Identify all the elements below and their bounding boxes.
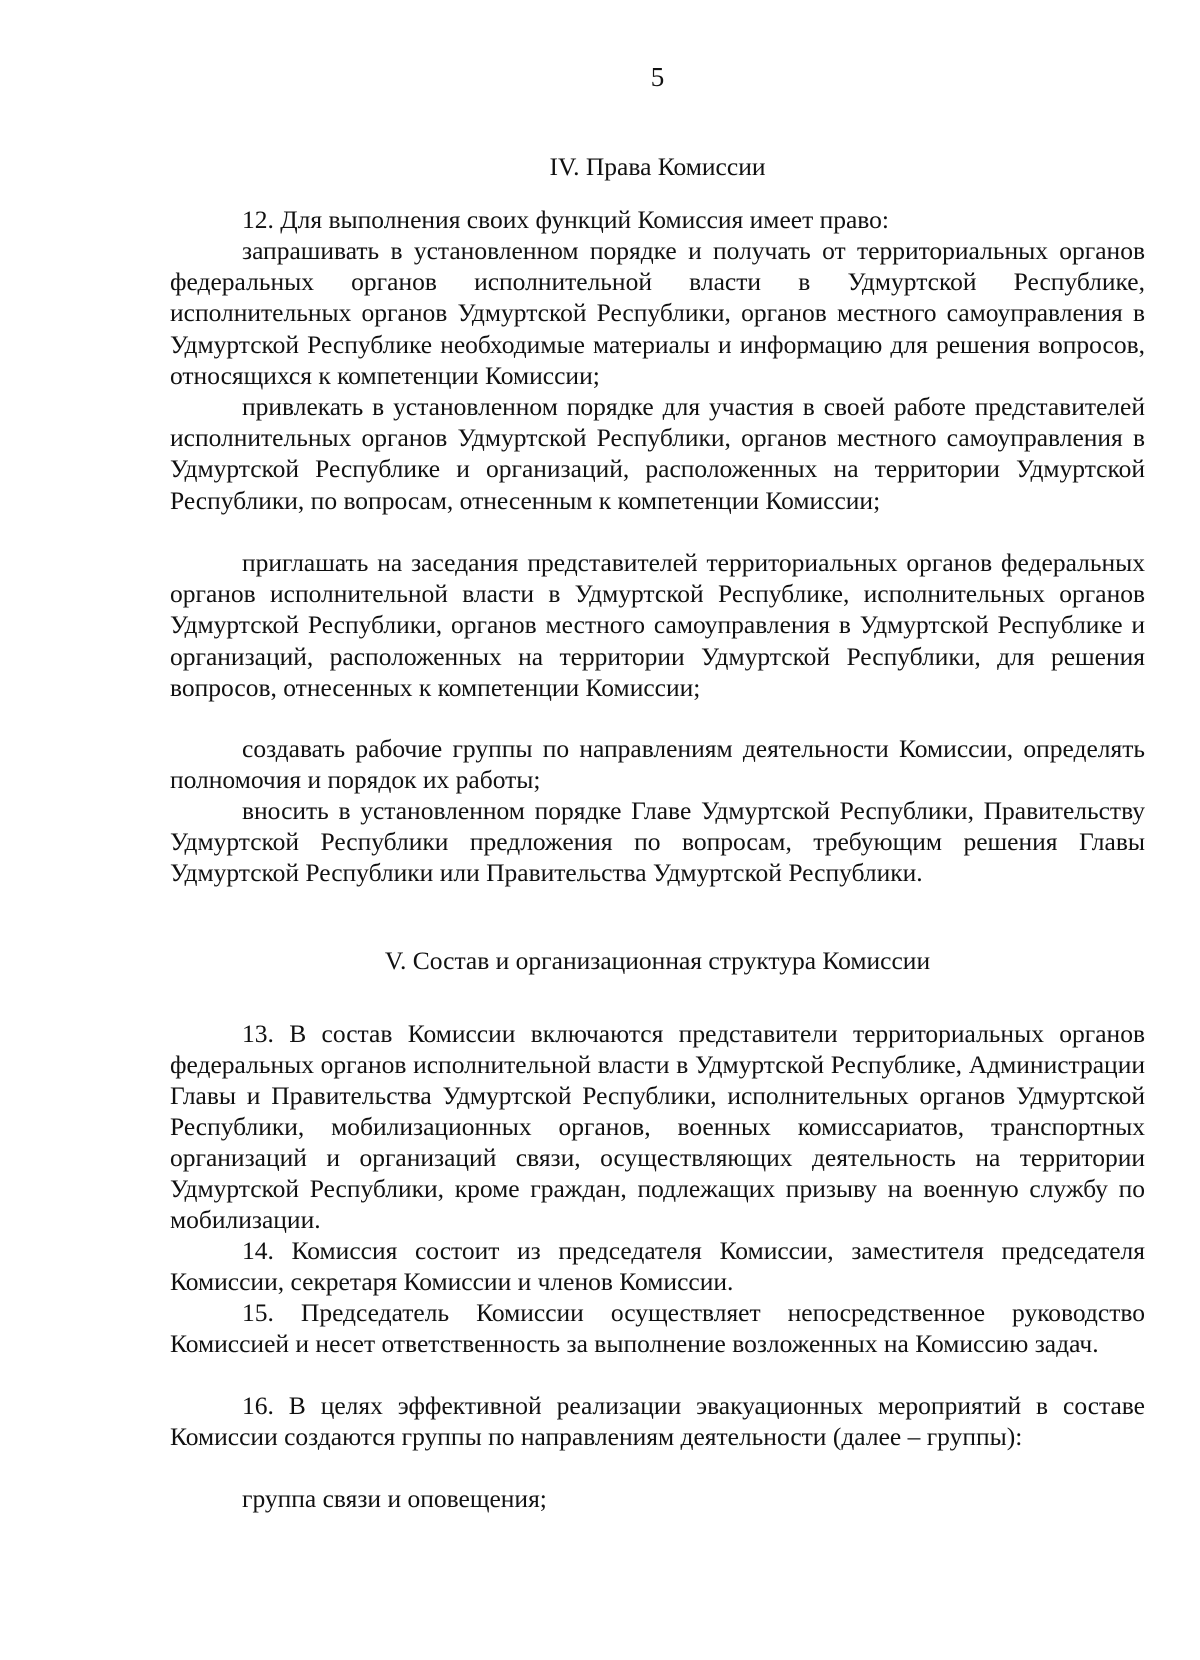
paragraph-invite-representatives: приглашать на заседания представителей территориальных органов федеральных органов исполнительной власти в Удмуртской Республике, исполнительных органов Удмуртской Республики, органов местного самоуправления в Удмуртской Республике и организаций, расположенных на территории Удмуртской Республики, для решения вопросов, отнесенных к компетенции Комиссии; — [170, 548, 1145, 702]
paragraph-request-materials: запрашивать в установленном порядке и получать от территориальных органов федеральных органов исполнительной власти в Удмуртской Республике, исполнительных органов Удмуртской Республики, органов местного самоуправления в Удмуртской Республике необходимые материалы и информацию для решения вопросов, относящихся к компетенции Комиссии; — [170, 236, 1145, 390]
paragraph-communication-group: группа связи и оповещения; — [242, 1484, 547, 1513]
paragraph-proposals: вносить в установленном порядке Главе Удмуртской Республики, Правительству Удмуртской Республики предложения по вопросам, требующим решения Главы Удмуртской Республики или Правительства Удмуртской Республики. — [170, 796, 1145, 888]
paragraph-13: 13. В состав Комиссии включаются представители территориальных органов федеральных органов исполнительной власти в Удмуртской Республике, Администрации Главы и Правительства Удмуртской Республики, исполнительных органов Удмуртской Республики, мобилизационных органов, военных комиссариатов, транспортных организаций и организаций связи, осуществляющих деятельность на территории Удмуртской Республики, кроме граждан, подлежащих призыву на военную службу по мобилизации. — [170, 1019, 1145, 1234]
section-heading-rights: IV. Права Комиссии — [549, 152, 766, 181]
paragraph-working-groups: создавать рабочие группы по направлениям деятельности Комиссии, определять полномочия и порядок их работы; — [170, 734, 1145, 795]
page-number: 5 — [650, 62, 665, 92]
section-heading-composition: V. Состав и организационная структура Комиссии — [384, 946, 931, 975]
paragraph-involve-representatives: привлекать в установленном порядке для участия в своей работе представителей исполнительных органов Удмуртской Республики, органов местного самоуправления в Удмуртской Республике и организаций, расположенных на территории Удмуртской Республики, по вопросам, отнесенным к компетенции Комиссии; — [170, 392, 1145, 515]
paragraph-15: 15. Председатель Комиссии осуществляет непосредственное руководство Комиссией и несет ответственность за выполнение возложенных на Комиссию задач. — [170, 1298, 1145, 1358]
paragraph-14: 14. Комиссия состоит из председателя Комиссии, заместителя председателя Комиссии, секретаря Комиссии и членов Комиссии. — [170, 1236, 1145, 1296]
paragraph-12: 12. Для выполнения своих функций Комиссия имеет право: — [242, 205, 890, 234]
paragraph-16: 16. В целях эффективной реализации эвакуационных мероприятий в составе Комиссии создаются группы по направлениям деятельности (далее – группы): — [170, 1391, 1145, 1451]
